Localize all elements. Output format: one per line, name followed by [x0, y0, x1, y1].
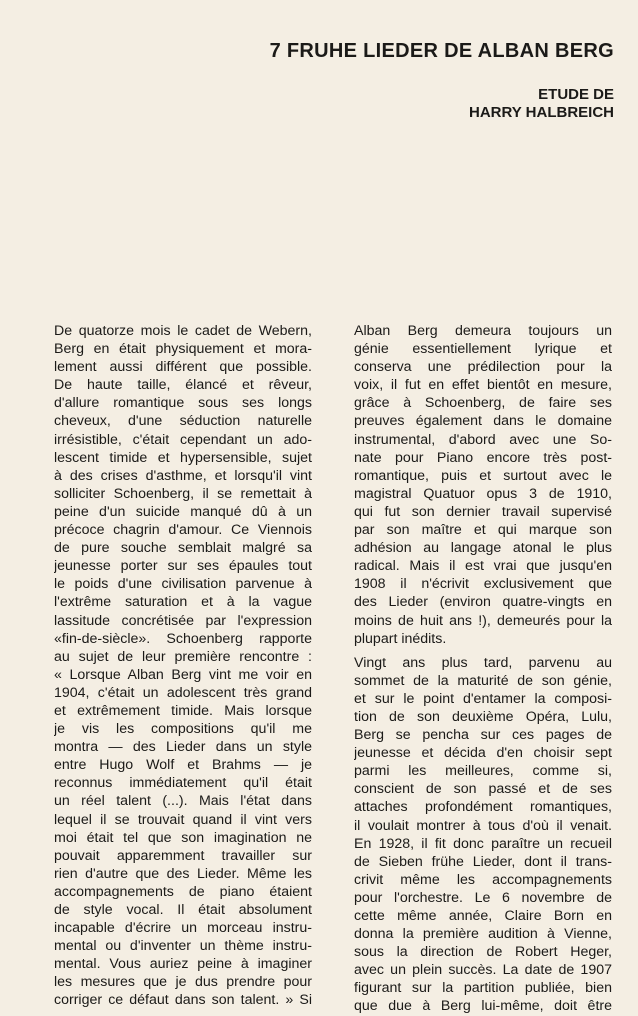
text-line: preuves également dans le domaine — [354, 413, 612, 430]
text-line: par son maître et qui marque son — [354, 522, 612, 539]
text-line: un réel talent (...). Mais l'état dans — [54, 793, 312, 810]
text-line: que due à Berg lui-même, doit être — [354, 998, 612, 1015]
text-line: lement aussi différent que possible. — [54, 359, 312, 376]
text-line: De quatorze mois le cadet de Webern, — [54, 323, 312, 339]
left-text-column — [54, 322, 312, 1010]
text-line: reconnus immédiatement qu'il était — [54, 775, 312, 792]
text-line: je vis les compositions qu'il me — [54, 721, 312, 738]
text-line: montra — des Lieder dans un style — [54, 739, 312, 756]
text-line: 1904, c'était un adolescent très grand — [54, 684, 312, 701]
text-line: Vingt ans plus tard, parvenu au — [354, 654, 612, 671]
text-line: précoce chagrin d'amour. Ce Viennois — [54, 522, 312, 539]
text-line: entre Hugo Wolf et Brahms — je — [54, 757, 312, 774]
text-line: donna la première audition à Vienne, — [354, 926, 612, 943]
paragraph — [354, 322, 612, 648]
text-line: lassitude concrétisée par l'expression — [54, 612, 312, 629]
text-line: qui fut son dernier travail supervisé — [354, 503, 612, 520]
text-line: solliciter Schoenberg, il se remettait à — [54, 485, 312, 502]
text-line: figurant sur la partition publiée, bien — [354, 980, 612, 997]
text-line: de pure souche semblait malgré sa — [54, 540, 312, 557]
text-line: romantique, puis et surtout avec le — [354, 467, 612, 484]
paragraph — [354, 654, 612, 1016]
text-line: « Lorsque Alban Berg vint me voir en — [54, 666, 312, 683]
text-line: grâce à Schoenberg, de faire ses — [354, 395, 612, 412]
text-line: mental. Vous auriez peine à imaginer — [54, 956, 312, 973]
text-line: irrésistible, c'était cependant un ado- — [54, 431, 312, 448]
text-line: 1908 il n'écrivit exclusivement que — [354, 576, 612, 593]
text-line: parmi les meilleures, comme si, — [354, 763, 612, 780]
text-line: «fin-de-siècle». Schoenberg rapporte — [54, 630, 312, 647]
text-line: lequel il se trouvait quand il vint vers — [54, 811, 312, 828]
text-line: moi était tel que son imagination ne — [54, 829, 312, 846]
text-line: jeunesse et décida d'en choisir sept — [354, 745, 612, 762]
text-line: corriger ce défaut dans son talent. » Si — [54, 992, 312, 1009]
text-line: cette même année, Claire Born en — [354, 908, 612, 924]
text-line: tion de son deuxième Opéra, Lulu, — [354, 708, 612, 725]
text-line: le poids d'une civilisation parvenue à — [54, 576, 312, 593]
text-line: il voulait montrer à tous d'où il venait. — [354, 817, 612, 834]
byline-line-2: HARRY HALBREICH — [468, 104, 614, 121]
text-line: jeunesse porter sur ses épaules tout — [54, 558, 312, 575]
text-line: sommet de la maturité de son génie, — [354, 672, 612, 689]
text-line: mental ou d'inventer un thème instru- — [54, 938, 312, 955]
byline — [469, 86, 614, 122]
text-line: magistral Quatuor opus 3 de 1910, — [354, 485, 612, 502]
text-line: les mesures que je dus prendre pour — [54, 974, 312, 991]
text-line: adhésion au langage atonal le plus — [354, 540, 612, 557]
text-line: au sujet de leur première rencontre : — [54, 648, 312, 665]
text-line: instrumental, d'abord avec une So- — [354, 431, 612, 448]
text-line: de style vocal. Il était absolument — [54, 902, 312, 918]
text-line: incapable d'écrire un morceau instru- — [54, 920, 312, 937]
text-line: lescent timide et hypersensible, sujet — [54, 449, 312, 466]
text-line: En 1928, il fit donc paraître un recueil — [354, 835, 612, 852]
byline-line-1: ETUDE DE — [538, 86, 614, 103]
text-line: radical. Mais il est vrai que jusqu'en — [354, 558, 612, 575]
paragraph — [54, 322, 312, 1010]
text-line: de Sieben frühe Lieder, dont il trans- — [354, 853, 612, 870]
text-line: plupart inédits. — [354, 630, 447, 647]
text-line: conserva une prédilection pour la — [354, 359, 612, 376]
text-line: génie essentiellement lyrique et — [354, 341, 612, 358]
text-line: De haute taille, élancé et rêveur, — [54, 377, 312, 394]
text-line: voix, il fut en effet bientôt en mesure, — [354, 377, 612, 394]
text-line: rien d'autre que des Lieder. Même les — [54, 865, 312, 882]
text-line: conscient de son passé et de ses — [354, 781, 612, 798]
right-text-column — [354, 322, 612, 1016]
page-title: 7 FRUHE LIEDER DE ALBAN BERG — [269, 40, 614, 62]
text-line: accompagnements de piano étaient — [54, 883, 312, 900]
text-line: à des crises d'asthme, et lorsqu'il vint — [54, 467, 312, 484]
text-line: cheveux, d'une séduction naturelle — [54, 413, 312, 430]
text-line: peine d'un suicide manqué dû à un — [54, 503, 312, 520]
text-line: attaches profondément romantiques, — [354, 799, 612, 816]
text-line: et extrêmement timide. Mais lorsque — [54, 702, 312, 719]
text-line: des Lieder (environ quatre-vingts en — [354, 594, 612, 611]
text-line: Berg se pencha sur ces pages de — [354, 727, 612, 744]
text-line: nate pour Piano encore très post- — [354, 449, 612, 466]
text-line: avec un plein succès. La date de 1907 — [354, 962, 612, 979]
text-line: d'allure romantique sous ses longs — [54, 395, 312, 412]
text-line: et sur le point d'entamer la composi- — [354, 690, 612, 707]
text-line: pouvait apparemment travailler sur — [54, 847, 312, 864]
text-line: l'extrême saturation et à la vague — [54, 594, 312, 611]
text-line: pour l'orchestre. Le 6 novembre de — [354, 889, 612, 906]
text-line: Alban Berg demeura toujours un — [354, 323, 612, 339]
text-line: Berg en était physiquement et mora- — [54, 341, 312, 358]
text-line: crivit même les accompagnements — [354, 871, 612, 888]
text-line: moins de huit ans !), demeurés pour la — [354, 612, 612, 629]
text-line: sous la direction de Robert Heger, — [354, 944, 612, 961]
